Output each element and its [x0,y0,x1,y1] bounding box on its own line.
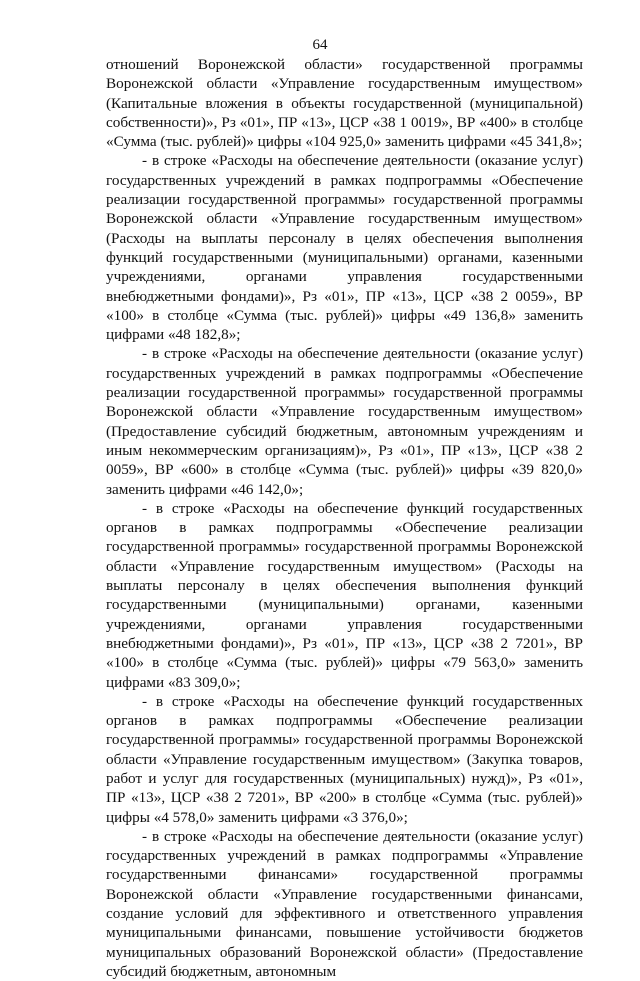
paragraph-6: - в строке «Расходы на обеспечение деятельности (оказание услуг) государственных учреждений в рамках подпрограммы «Управление государственными финансами» государственной программы Воронежской области «Управление государственными финансами, создание условий для эффективного и ответственного управления муниципальными финансами, повышение устойчивости бюджетов муниципальных образований Воронежской области» (Предоставление субсидий бюджетным, автономным [106,827,583,980]
paragraph-4: - в строке «Расходы на обеспечение функций государственных органов в рамках подпрограммы «Обеспечение реализации государственной программы» государственной программы Воронежской области «Управление государственным имуществом» (Расходы на выплаты персоналу в целях обеспечения выполнения функций государственными (муниципальными) органами, казенными учреждениями, органами управления государственными внебюджетными фондами)», Рз «01», ПР «13», ЦСР «38 2 7201», ВР «100» в столбце «Сумма (тыс. рублей)» цифры «79 563,0» заменить цифрами «83 309,0»; [106,499,583,691]
paragraph-2: - в строке «Расходы на обеспечение деятельности (оказание услуг) государственных учреждений в рамках подпрограммы «Обеспечение реализации государственной программы» государственной программы Воронежской области «Управление государственным имуществом» (Расходы на выплаты персоналу в целях обеспечения выполнения функций государственными (муниципальными) органами, казенными учреждениями, органами управления государственными внебюджетными фондами)», Рз «01», ПР «13», ЦСР «38 2 0059», ВР «100» в столбце «Сумма (тыс. рублей)» цифры «49 136,8» заменить цифрами «48 182,8»; [106,152,583,344]
paragraph-1: отношений Воронежской области» государственной программы Воронежской области «Управление государственным имуществом» (Капитальные вложения в объекты государственной (муниципальной) собственности)», Рз «01», ПР «13», ЦСР «38 1 0019», ВР «400» в столбце «Сумма (тыс. рублей)» цифры «104 925,0» заменить цифрами «45 341,8»; [106,56,583,151]
paragraph-5: - в строке «Расходы на обеспечение функций государственных органов в рамках подпрограммы «Обеспечение реализации государственной программы» государственной программы Воронежской области «Управление государственным имуществом» (Закупка товаров, работ и услуг для государственных (муниципальных) нужд)», Рз «01», ПР «13», ЦСР «38 2 7201», ВР «200» в столбце «Сумма (тыс. рублей)» цифры «4 578,0» заменить цифрами «3 376,0»; [106,692,583,826]
paragraph-3: - в строке «Расходы на обеспечение деятельности (оказание услуг) государственных учреждений в рамках подпрограммы «Обеспечение реализации государственной программы» государственной программы Воронежской области «Управление государственным имуществом» (Предоставление субсидий бюджетным, автономным учреждениям и иным некоммерческим организациям)», Рз «01», ПР «13», ЦСР «38 2 0059», ВР «600» в столбце «Сумма (тыс. рублей)» цифры «39 820,0» заменить цифрами «46 142,0»; [106,345,583,498]
document-body [106,55,583,981]
page-number: 64 [312,37,328,53]
